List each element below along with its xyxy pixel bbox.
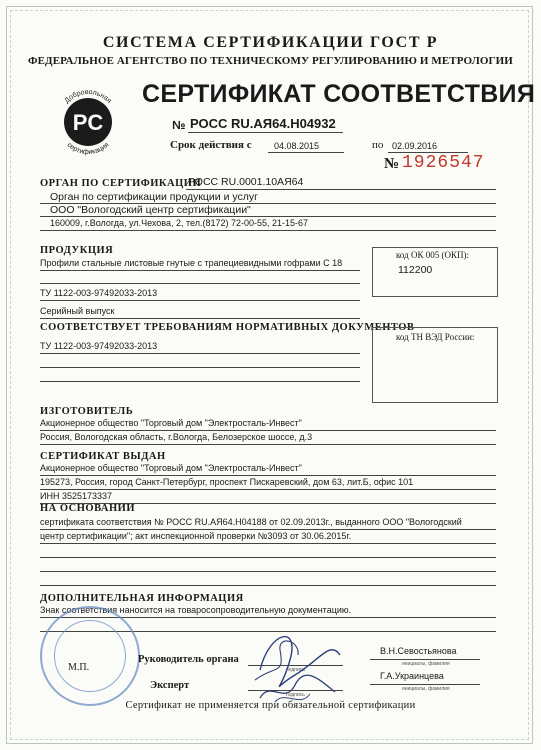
cert-no-label: №: [172, 118, 186, 132]
basis-underline-5: [40, 585, 496, 586]
organ-underline-4: [40, 230, 496, 231]
system-title: СИСТЕМА СЕРТИФИКАЦИИ ГОСТ Р: [102, 34, 439, 51]
product-underline-1: [40, 270, 360, 271]
manufacturer-address: Россия, Вологодская область, г.Вологда, Белозерское шоссе, д.3: [40, 432, 313, 442]
product-underline-2: [40, 283, 360, 284]
head-name: В.Н.Севостьянова: [380, 646, 457, 656]
head-label: Руководитель органа: [138, 654, 239, 665]
head-sign-caption: подпись: [286, 667, 305, 673]
to-label: по: [372, 139, 384, 151]
issued-name: Акционерное общество "Торговый дом "Электросталь-Инвест": [40, 463, 302, 473]
expert-name-caption: инициалы, фамилия: [402, 686, 450, 692]
compliance-underline-2: [40, 367, 360, 368]
expert-name: Г.А.Украинцева: [380, 671, 444, 681]
additional-text: Знак соответствия наносится на товаросопроводительную документацию.: [40, 605, 352, 615]
product-tu: ТУ 1122-003-97492033-2013: [40, 288, 158, 298]
manufacturer-underline-2: [40, 444, 496, 445]
issued-inn: ИНН 3525173337: [40, 491, 113, 501]
product-underline-4: [40, 318, 360, 319]
expert-name-line: [370, 684, 480, 685]
basis-underline-1: [40, 529, 496, 530]
basis-underline-2: [40, 543, 496, 544]
signature-scribbles: [240, 620, 350, 710]
number-underline: [188, 132, 343, 133]
expert-label: Эксперт: [150, 680, 190, 691]
valid-from: 04.08.2015: [274, 141, 320, 151]
logo-bottom-text: сертификация: [65, 141, 111, 157]
cert-number: РОСС RU.АЯ64.Н04932: [190, 116, 336, 131]
basis-underline-4: [40, 571, 496, 572]
compliance-underline-1: [40, 353, 360, 354]
logo-letters: PC: [72, 110, 104, 135]
manufacturer-name: Акционерное общество "Торговый дом "Электросталь-Инвест": [40, 418, 302, 428]
agency-title: ФЕДЕРАЛЬНОЕ АГЕНТСТВО ПО ТЕХНИЧЕСКОМУ РЕГУЛИРОВАНИЮ И МЕТРОЛОГИИ: [28, 55, 513, 67]
organ-address: 160009, г.Вологда, ул.Чехова, 2, тел.(8172) 72-00-55, 21-15-67: [50, 218, 309, 228]
organ-underline-1: [186, 189, 496, 190]
issued-address: 195273, Россия, город Санкт-Петербург, проспект Пискаревский, дом 63, лит.Б, офис 101: [40, 477, 414, 487]
compliance-doc: ТУ 1122-003-97492033-2013: [40, 341, 158, 351]
product-description: Профили стальные листовые гнутые с трапециевидными гофрами С 18: [40, 258, 343, 268]
footer-text: Сертификат не применяется при обязательной сертификации: [125, 700, 416, 711]
issued-underline-2: [40, 489, 496, 490]
tnved-label: код ТН ВЭД России:: [396, 332, 475, 342]
manufacturer-underline-1: [40, 430, 496, 431]
mp-label: М.П.: [68, 662, 90, 673]
certificate-title: СЕРТИФИКАТ СООТВЕТСТВИЯ: [142, 80, 536, 108]
organ-underline-3: [40, 216, 496, 217]
basis-underline-3: [40, 557, 496, 558]
seal-stamp: [40, 606, 140, 706]
expert-sign-caption: подпись: [286, 692, 305, 698]
basis-line-1: сертификата соответствия № РОСС RU.АЯ64.Н04188 от 02.09.2013г., выданного ООО "Вологодский: [40, 517, 462, 527]
issued-heading: СЕРТИФИКАТ ВЫДАН: [40, 451, 166, 462]
head-name-caption: инициалы, фамилия: [402, 661, 450, 667]
head-name-line: [370, 659, 480, 660]
valid-to: 02.09.2016: [392, 141, 438, 151]
basis-line-2: центр сертификации"; акт инспекционной проверки №3093 от 30.06.2015г.: [40, 531, 352, 541]
compliance-heading: СООТВЕТСТВУЕТ ТРЕБОВАНИЯМ НОРМАТИВНЫХ ДОКУМЕНТОВ: [40, 322, 415, 333]
okp-value: 112200: [398, 264, 433, 276]
compliance-underline-3: [40, 381, 360, 382]
organ-name-1: Орган по сертификации продукции и услуг: [50, 191, 258, 203]
organ-heading: ОРГАН ПО СЕРТИФИКАЦИИ: [40, 178, 202, 189]
logo-top-text: Добровольная: [63, 88, 113, 105]
okp-label: код ОК 005 (ОКП):: [396, 250, 469, 260]
additional-heading: ДОПОЛНИТЕЛЬНАЯ ИНФОРМАЦИЯ: [40, 593, 244, 604]
product-underline-3: [40, 300, 360, 301]
valid-from-underline: [268, 152, 344, 153]
organ-code: РОСС RU.0001.10АЯ64: [188, 176, 304, 188]
manufacturer-heading: ИЗГОТОВИТЕЛЬ: [40, 406, 134, 417]
validity-label: Срок действия с: [170, 139, 252, 151]
organ-name-2: ООО "Вологодский центр сертификации": [50, 204, 251, 216]
issued-underline-1: [40, 475, 496, 476]
product-release: Серийный выпуск: [40, 306, 115, 316]
product-heading: ПРОДУКЦИЯ: [40, 245, 114, 256]
gost-r-logo: [48, 82, 128, 162]
serial-number: 1926547: [402, 153, 485, 173]
serial-label: №: [384, 156, 400, 172]
basis-heading: НА ОСНОВАНИИ: [40, 503, 136, 514]
